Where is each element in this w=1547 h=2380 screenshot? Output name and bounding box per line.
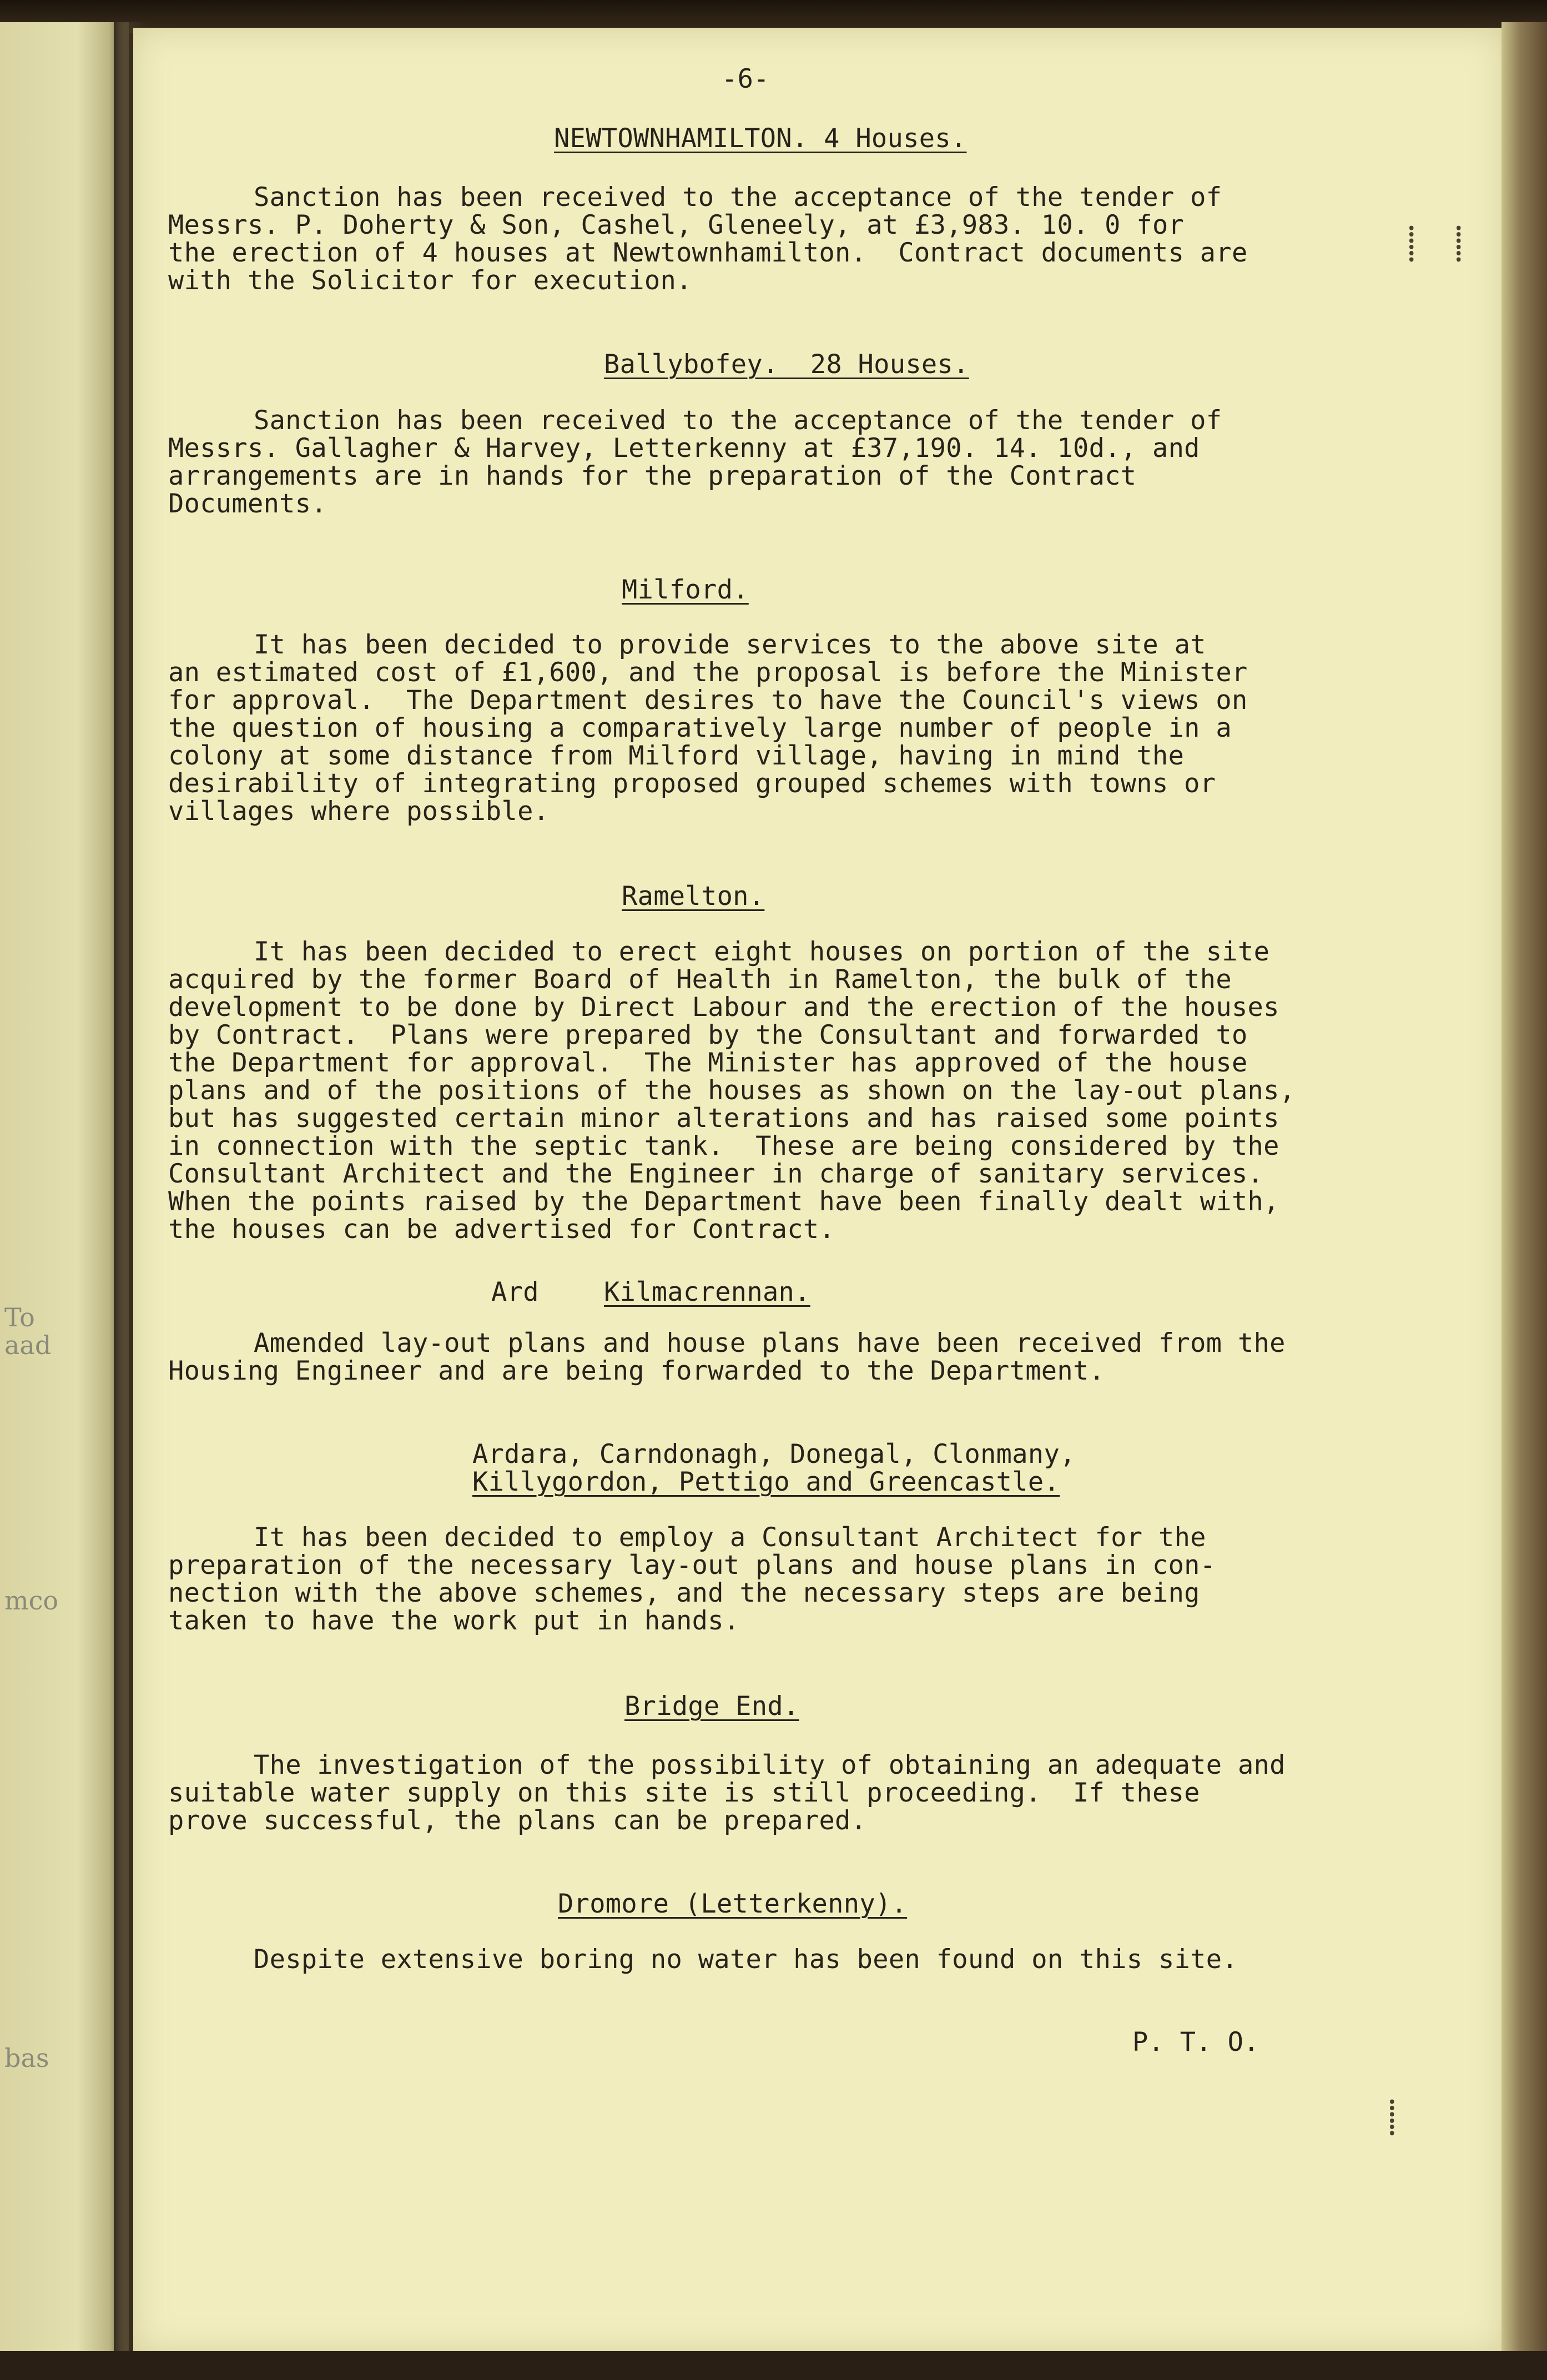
paragraph-line: Housing Engineer and are being forwarded to the Department. [168,1356,1105,1386]
section-heading-dromore: Dromore (Letterkenny). [558,1889,908,1919]
facing-page-fragment: aad [4,1330,52,1360]
section-heading-ramelton: Ramelton. [622,881,765,912]
paragraph-line: villages where possible. [168,796,550,827]
paragraph-line: The investigation of the possibility of obtaining an adequate and [254,1750,1286,1780]
paragraph-line: It has been decided to employ a Consultant Architect for the [254,1522,1206,1553]
paragraph-line: Consultant Architect and the Engineer in charge of sanitary services. [168,1159,1264,1189]
margin-mark: ⸽ [1388,2098,1397,2137]
paragraph-line: Amended lay-out plans and house plans have been received from the [254,1328,1286,1358]
paragraph-line: suitable water supply on this site is still proceeding. If these [168,1778,1200,1808]
paragraph-line: an estimated cost of £1,600, and the proposal is before the Minister [168,657,1248,688]
facing-page-fragment: To [4,1302,35,1332]
paragraph-line: the erection of 4 houses at Newtownhamilton. Contract documents are [168,238,1248,268]
page-number: -6- [722,64,769,94]
paragraph-line: It has been decided to erect eight houses on portion of the site [254,937,1270,967]
section-heading-newtownhamilton: NEWTOWNHAMILTON. 4 Houses. [554,123,967,154]
section-heading-killygordon: Killygordon, Pettigo and Greencastle. [472,1467,1060,1497]
paragraph-line: It has been decided to provide services to the above site at [254,630,1206,660]
paragraph-line: Messrs. P. Doherty & Son, Cashel, Gleneely, at £3,983. 10. 0 for [168,210,1185,240]
paragraph-line: colony at some distance from Milford village, having in mind the [168,741,1185,771]
paragraph-line: the houses can be advertised for Contract. [168,1214,835,1245]
margin-mark: ⸽ [1407,224,1416,263]
binding-bottom [0,2351,1547,2380]
paragraph-line: development to be done by Direct Labour and the erection of the houses [168,992,1279,1023]
paragraph-line: the question of housing a comparatively large number of people in a [168,713,1232,743]
paragraph-line: but has suggested certain minor alterations and has raised some points [168,1103,1279,1134]
paragraph-line: for approval. The Department desires to have the Council's views on [168,685,1248,716]
paragraph-line: Despite extensive boring no water has been found on this site. [254,1944,1238,1975]
paragraph-line: the Department for approval. The Minister has approved of the house [168,1048,1248,1078]
section-heading-kilmacrennan: Kilmacrennan. [604,1277,810,1307]
facing-page-fragment: mco [4,1586,59,1616]
paragraph-line: desirability of integrating proposed grouped schemes with towns or [168,768,1216,799]
section-heading-bridge-end: Bridge End. [624,1691,799,1722]
margin-mark: ⸽ [1454,224,1463,263]
paragraph-line: nection with the above schemes, and the necessary steps are being [168,1578,1200,1608]
paragraph-line: When the points raised by the Department have been finally dealt with, [168,1186,1279,1217]
facing-page-fragment: bas [4,2043,49,2073]
paragraph-line: prove successful, the plans can be prepared. [168,1805,867,1836]
book-right-edge [1501,22,1547,2365]
please-turn-over: P. T. O. [1132,2027,1259,2057]
section-heading-prefix: Ard [491,1277,539,1307]
paragraph-line: with the Solicitor for execution. [168,265,692,296]
paragraph-line: acquired by the former Board of Health in Ramelton, the bulk of the [168,964,1232,995]
paragraph-line: Sanction has been received to the acceptance of the tender of [254,182,1222,213]
paragraph-line: preparation of the necessary lay-out plans and house plans in con- [168,1550,1216,1581]
paragraph-line: Sanction has been received to the acceptance of the tender of [254,405,1222,436]
paragraph-line: plans and of the positions of the houses as shown on the lay-out plans, [168,1075,1296,1106]
paragraph-line: by Contract. Plans were prepared by the Consultant and forwarded to [168,1020,1248,1050]
facing-page-edge [0,22,129,2354]
paragraph-line: Messrs. Gallagher & Harvey, Letterkenny at £37,190. 14. 10d., and [168,433,1200,464]
section-heading-milford: Milford. [622,575,749,605]
section-heading-line1: Ardara, Carndonagh, Donegal, Clonmany, [472,1439,1076,1470]
section-heading-ballybofey: Ballybofey. 28 Houses. [604,349,969,380]
paragraph-line: Documents. [168,489,327,519]
paragraph-line: taken to have the work put in hands. [168,1606,740,1636]
paragraph-line: arrangements are in hands for the preparation of the Contract [168,461,1137,491]
paragraph-line: in connection with the septic tank. These are being considered by the [168,1131,1279,1161]
